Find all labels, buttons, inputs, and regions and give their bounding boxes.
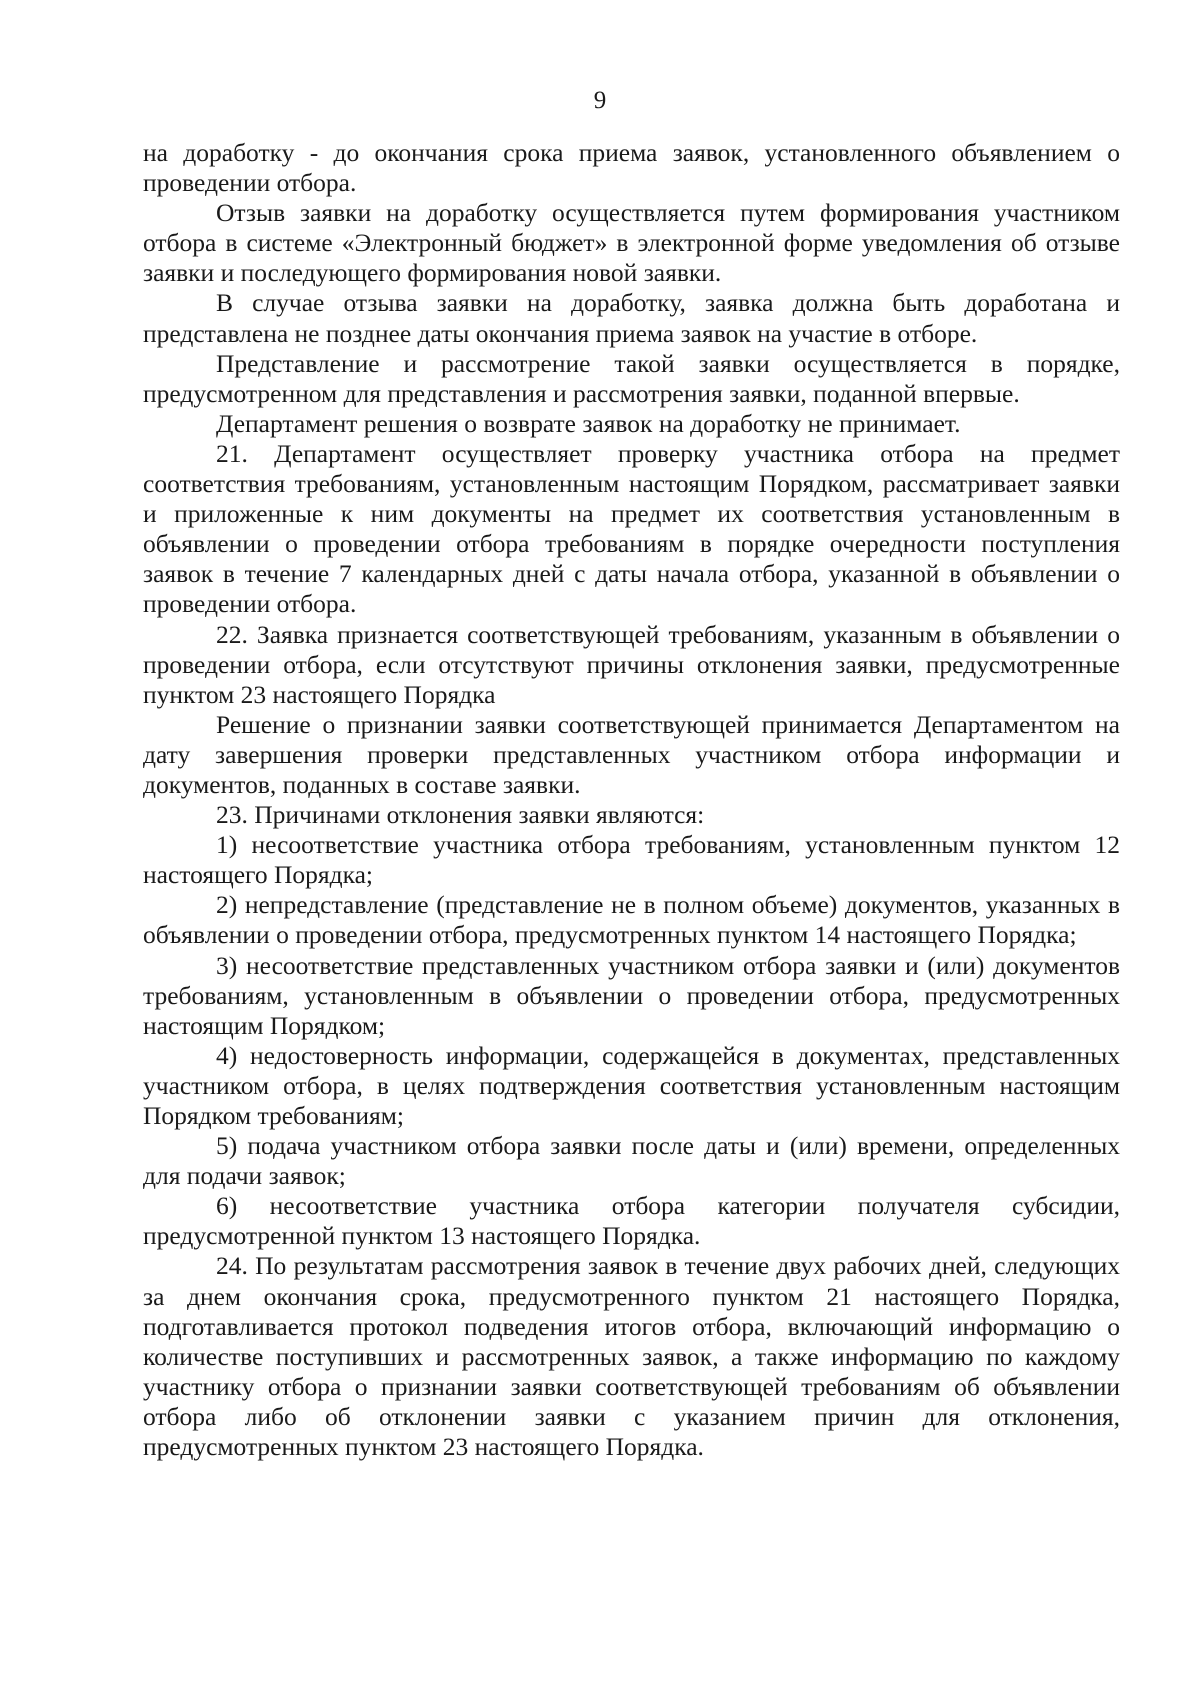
paragraph: 21. Департамент осуществляет проверку участника отбора на предмет соответствия требованиям, установленным настоящим Порядком, рассматривает заявки и приложенные к ним документы на предмет их соответствия установленным в объявлении о проведении отбора требованиям в порядке очередности поступления заявок в течение 7 календарных дней с даты начала отбора, указанной в объявлении о проведении отбора. — [143, 438, 1120, 619]
document-body — [143, 138, 1120, 1462]
paragraph: Представление и рассмотрение такой заявки осуществляется в порядке, предусмотренном для представления и рассмотрения заявки, поданной впервые. — [143, 348, 1120, 408]
list-item: 4) недостоверность информации, содержащейся в документах, представленных участником отбора, в целях подтверждения соответствия установленным настоящим Порядком требованиям; — [143, 1040, 1120, 1130]
paragraph: на доработку - до окончания срока приема заявок, установленного объявлением о проведении отбора. — [143, 138, 1120, 198]
list-item: 5) подача участником отбора заявки после даты и (или) времени, определенных для подачи заявок; — [143, 1131, 1120, 1191]
page-number: 9 — [593, 87, 607, 114]
list-item: 3) несоответствие представленных участником отбора заявки и (или) документов требованиям, установленным в объявлении о проведении отбора, предусмотренных настоящим Порядком; — [143, 950, 1120, 1040]
list-item: 2) непредставление (представление не в полном объеме) документов, указанных в объявлении о проведении отбора, предусмотренных пунктом 14 настоящего Порядка; — [143, 890, 1120, 950]
paragraph: 23. Причинами отклонения заявки являются: — [216, 800, 705, 830]
paragraph: Отзыв заявки на доработку осуществляется путем формирования участником отбора в системе «Электронный бюджет» в электронной форме уведомления об отзыве заявки и последующего формирования новой заявки. — [143, 198, 1120, 288]
list-item: 1) несоответствие участника отбора требованиям, установленным пунктом 12 настоящего Порядка; — [143, 830, 1120, 890]
list-item: 6) несоответствие участника отбора категории получателя субсидии, предусмотренной пунктом 13 настоящего Порядка. — [143, 1191, 1120, 1251]
paragraph: 22. Заявка признается соответствующей требованиям, указанным в объявлении о проведении отбора, если отсутствуют причины отклонения заявки, предусмотренные пунктом 23 настоящего Порядка — [143, 619, 1120, 709]
paragraph: В случае отзыва заявки на доработку, заявка должна быть доработана и представлена не позднее даты окончания приема заявок на участие в отборе. — [143, 288, 1120, 348]
paragraph: Решение о признании заявки соответствующей принимается Департаментом на дату завершения проверки представленных участником отбора информации и документов, поданных в составе заявки. — [143, 709, 1120, 799]
paragraph: 24. По результатам рассмотрения заявок в течение двух рабочих дней, следующих за днем окончания срока, предусмотренного пунктом 21 настоящего Порядка, подготавливается протокол подведения итогов отбора, включающий информацию о количестве поступивших и рассмотренных заявок, а также информацию по каждому участнику отбора о признании заявки соответствующей требованиям об объявлении отбора либо об отклонении заявки с указанием причин для отклонения, предусмотренных пунктом 23 настоящего Порядка. — [143, 1251, 1120, 1462]
paragraph: Департамент решения о возврате заявок на доработку не принимает. — [216, 408, 961, 438]
